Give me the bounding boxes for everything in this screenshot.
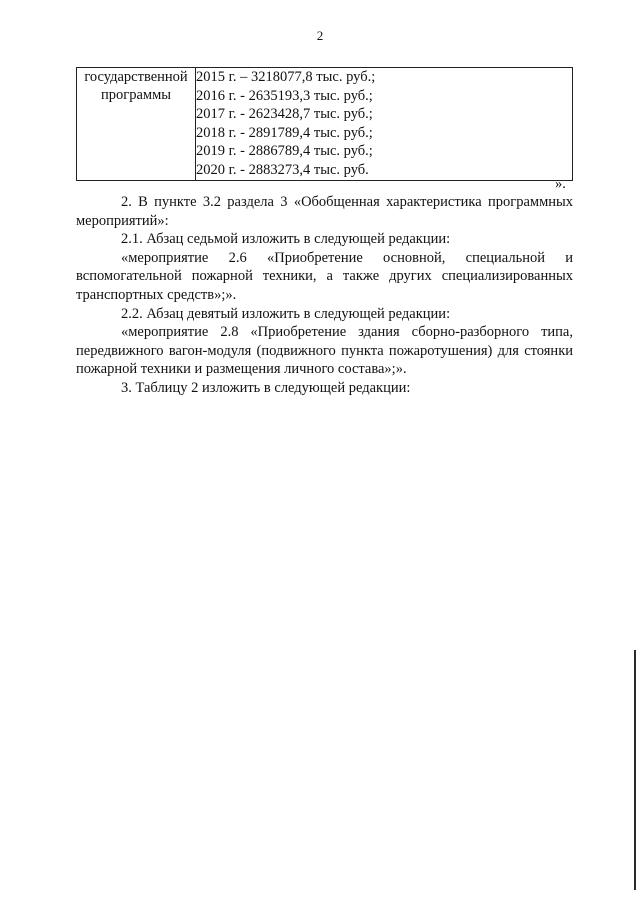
page-number: 2 — [316, 28, 324, 43]
program-label-line: государственной — [84, 69, 188, 85]
program-label-cell — [77, 68, 196, 181]
budget-year-2019: 2019 г. - 2886789,4 тыс. руб.; — [196, 143, 373, 160]
budget-year-2017: 2017 г. - 2623428,7 тыс. руб.; — [196, 106, 373, 123]
budget-year-2016: 2016 г. - 2635193,3 тыс. руб.; — [196, 87, 373, 104]
paragraph-2-2-text: «мероприятие 2.8 «Приобретение здания сборно-разборного типа, передвижного вагон-модуля (подвижного пункта пожаротушения) для стоянки пожарной техники и размещения личного состава»;». — [76, 324, 573, 378]
paragraph-2-1-text: «мероприятие 2.6 «Приобретение основной, специальной и вспомогательной пожарной техники, а также других специализированных транспортных средств»;». — [76, 249, 573, 303]
scan-edge-mark — [634, 650, 636, 890]
table-row — [77, 68, 573, 181]
budget-values-cell — [196, 68, 573, 181]
paragraph-section-3-2: 2. В пункте 3.2 раздела 3 «Обобщенная характеристика программных мероприятий»: — [76, 194, 573, 229]
budget-year-2015: 2015 г. – 3218077,8 тыс. руб.; — [196, 69, 376, 85]
paragraph-2-2-heading: 2.2. Абзац девятый изложить в следующей редакции: — [121, 305, 451, 322]
document-body — [76, 193, 573, 398]
budget-year-2018: 2018 г. - 2891789,4 тыс. руб.; — [196, 124, 373, 141]
paragraph-3-heading: 3. Таблицу 2 изложить в следующей редакции: — [121, 379, 411, 396]
budget-year-2020: 2020 г. - 2883273,4 тыс. руб. — [196, 161, 369, 178]
closing-quote: ». — [555, 176, 566, 192]
program-label-line: программы — [101, 87, 171, 103]
paragraph-2-1-heading: 2.1. Абзац седьмой изложить в следующей редакции: — [121, 231, 451, 248]
budget-table — [76, 67, 573, 181]
